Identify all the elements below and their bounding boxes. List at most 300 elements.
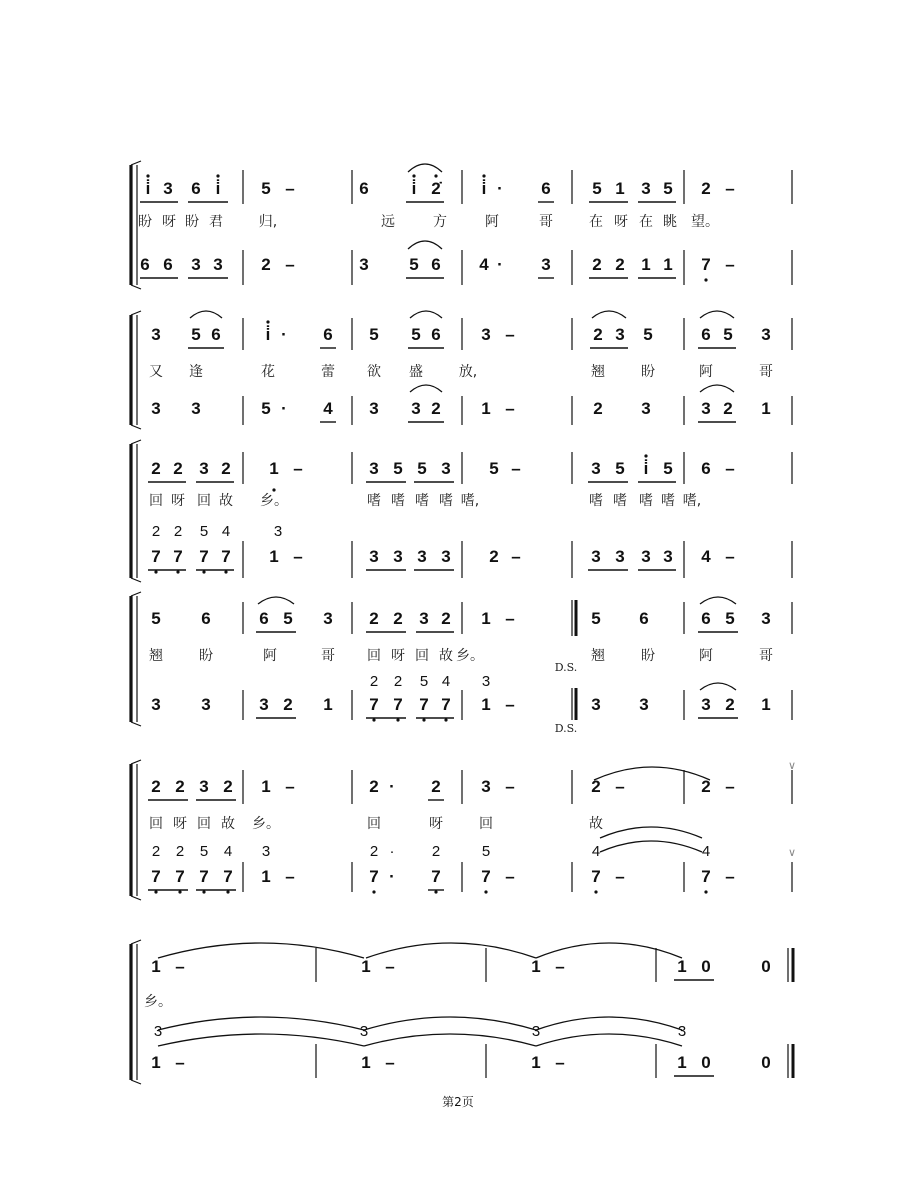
- top-note: –: [615, 777, 625, 796]
- lyric-char: 在: [639, 214, 653, 230]
- slur: [592, 311, 626, 318]
- bottom-note: –: [511, 547, 521, 566]
- bottom-note: 1: [761, 399, 771, 418]
- bottom-note: 4: [323, 399, 333, 418]
- bottom-note: 7: [173, 547, 183, 566]
- slur: [700, 683, 736, 690]
- top-note: 3: [761, 609, 771, 628]
- lyric-char: 乡。: [456, 648, 484, 664]
- bottom-note: 3: [369, 399, 379, 418]
- top-note: 3: [199, 459, 209, 478]
- top-note: 2: [441, 609, 451, 628]
- bottom-note: 3: [615, 547, 625, 566]
- bottom-note: 3: [151, 695, 161, 714]
- top-note: 2: [173, 459, 183, 478]
- lyric-char: 嗜: [661, 493, 675, 509]
- bottom-note: –: [725, 867, 735, 886]
- top-note: 6: [359, 179, 369, 198]
- low-octave-dot: [396, 718, 399, 721]
- mid-note: 2: [175, 843, 185, 860]
- top-note: –: [555, 957, 565, 976]
- bottom-note: 5: [261, 399, 271, 418]
- bottom-note: 2: [723, 399, 733, 418]
- bottom-note: –: [285, 867, 295, 886]
- top-note: 5: [643, 325, 653, 344]
- mid-note: 2: [151, 523, 161, 540]
- bottom-note: 7: [701, 255, 711, 274]
- lyric-char: 回: [197, 493, 211, 509]
- low-octave-dot: [224, 570, 227, 573]
- top-note: 3: [199, 777, 209, 796]
- slur: [366, 943, 536, 958]
- lyric-char: 呀: [429, 816, 443, 832]
- top-note: 3: [419, 609, 429, 628]
- bottom-note: 2: [261, 255, 271, 274]
- bottom-note: 3: [191, 399, 201, 418]
- bracket-hook: [131, 896, 141, 900]
- bottom-note: 7: [151, 547, 161, 566]
- top-note: 5: [283, 609, 293, 628]
- slur: [258, 597, 294, 604]
- mid-note: 4: [591, 843, 601, 860]
- mid-note: 2: [431, 843, 441, 860]
- bottom-note: 2: [283, 695, 293, 714]
- bottom-note: 3: [591, 695, 601, 714]
- bottom-note: 0: [761, 1053, 771, 1072]
- lyric-char: 阿: [485, 214, 499, 230]
- breath-mark: ∨: [787, 759, 797, 772]
- high-octave-dot: [644, 454, 647, 457]
- top-note: i̇: [481, 179, 487, 198]
- low-octave-dot: [178, 890, 181, 893]
- aug-dot: ·: [497, 179, 503, 198]
- lyric-char: 回: [149, 493, 163, 509]
- bottom-note: 7: [431, 867, 441, 886]
- bottom-note: 4: [701, 547, 711, 566]
- bottom-note: –: [505, 695, 515, 714]
- mid-note: 3: [273, 523, 283, 540]
- top-note: 6: [701, 609, 711, 628]
- top-note: 5: [615, 459, 625, 478]
- lyric-char: 嗜: [391, 493, 405, 509]
- bottom-note: 7: [221, 547, 231, 566]
- top-note: 5: [489, 459, 499, 478]
- top-note: 1: [361, 957, 371, 976]
- lyric-char: 阿: [699, 648, 713, 664]
- lyric-char: 盼: [185, 214, 199, 230]
- mid-note: 5: [419, 673, 429, 690]
- lyric-char: 翘: [591, 648, 605, 664]
- bottom-note: 3: [213, 255, 223, 274]
- top-note: 1: [151, 957, 161, 976]
- lyric-char: 呀: [614, 214, 628, 230]
- lyric-char: 方: [433, 214, 447, 230]
- top-note: –: [505, 325, 515, 344]
- bottom-note: 3: [701, 399, 711, 418]
- slur: [700, 597, 736, 604]
- top-note: 2: [431, 777, 441, 796]
- bottom-note: –: [175, 1053, 185, 1072]
- top-note: 5: [369, 325, 379, 344]
- top-note: –: [505, 609, 515, 628]
- top-note: 6: [701, 325, 711, 344]
- lyric-char: 嗜,: [682, 493, 702, 509]
- bottom-note: –: [555, 1053, 565, 1072]
- bottom-note: 2: [593, 399, 603, 418]
- lyric-char: 盼: [138, 214, 152, 230]
- lyric-char: 乡。: [260, 493, 288, 509]
- bottom-note: 3: [191, 255, 201, 274]
- lyric-char: 嗜: [415, 493, 429, 509]
- top-note: i̇: [643, 459, 649, 478]
- bracket-hook: [131, 760, 141, 764]
- top-note: 6: [541, 179, 551, 198]
- top-note: 5: [723, 325, 733, 344]
- top-note: 1: [269, 459, 279, 478]
- bottom-note: 1: [361, 1053, 371, 1072]
- mid-note: 3: [531, 1023, 541, 1040]
- top-note: 2: [591, 777, 601, 796]
- mid-note: 4: [223, 843, 233, 860]
- bottom-note: 7: [223, 867, 233, 886]
- top-note: 1: [261, 777, 271, 796]
- low-octave-dot: [594, 890, 597, 893]
- lyric-char: 阿: [263, 648, 277, 664]
- bottom-note: 3: [201, 695, 211, 714]
- bottom-note: 1: [663, 255, 673, 274]
- top-note: 1: [531, 957, 541, 976]
- lyric-char: 远: [381, 214, 395, 230]
- bottom-note: 0: [701, 1053, 711, 1072]
- bottom-note: 3: [701, 695, 711, 714]
- top-note: 3: [441, 459, 451, 478]
- bottom-note: 3: [151, 399, 161, 418]
- bottom-note: 1: [323, 695, 333, 714]
- lyric-char: 嗜: [367, 493, 381, 509]
- mid-note: 2: [173, 523, 183, 540]
- lyric-char: 回: [149, 816, 163, 832]
- bottom-note: –: [725, 255, 735, 274]
- lyric-char: 阿: [699, 364, 713, 380]
- lyric-char: 乡。: [144, 994, 172, 1010]
- bottom-note: 7: [175, 867, 185, 886]
- top-note: 3: [761, 325, 771, 344]
- low-octave-dot: [154, 890, 157, 893]
- bottom-note: 3: [259, 695, 269, 714]
- lyric-char: 盼: [199, 648, 213, 664]
- slur: [158, 1017, 364, 1030]
- bottom-note: 5: [409, 255, 419, 274]
- mid-note: 4: [441, 673, 451, 690]
- lyric-char: 翘: [149, 648, 163, 664]
- lyric-char: 又: [149, 364, 163, 380]
- top-note: i̇: [265, 325, 271, 344]
- top-note: –: [385, 957, 395, 976]
- ds-mark: D.S.: [554, 722, 578, 735]
- bracket-hook: [131, 161, 141, 165]
- lyric-char: 嗜,: [460, 493, 480, 509]
- mid-note: 3: [677, 1023, 687, 1040]
- top-note: 0: [701, 957, 711, 976]
- slur: [364, 1017, 536, 1030]
- bracket-hook: [131, 722, 141, 726]
- low-octave-dot: [202, 890, 205, 893]
- slur: [410, 311, 442, 318]
- top-note: 5: [591, 609, 601, 628]
- bottom-note: 7: [199, 867, 209, 886]
- bottom-note: 7: [369, 867, 379, 886]
- bracket-hook: [131, 440, 141, 444]
- mid-note: 5: [199, 843, 209, 860]
- bottom-note: –: [725, 547, 735, 566]
- bottom-note: 4: [479, 255, 489, 274]
- lyric-char: 哥: [759, 648, 773, 664]
- top-note: 3: [369, 459, 379, 478]
- lyric-char: 嗜: [589, 493, 603, 509]
- top-note: 6: [701, 459, 711, 478]
- mid-note: 2: [151, 843, 161, 860]
- bottom-note: 7: [151, 867, 161, 886]
- slur: [190, 311, 222, 318]
- high-octave-dot: [482, 174, 485, 177]
- top-note: 5: [151, 609, 161, 628]
- bottom-note: 7: [369, 695, 379, 714]
- lyric-char: 放,: [458, 364, 478, 380]
- bottom-note: 3: [639, 695, 649, 714]
- slur: [536, 943, 682, 958]
- top-note: 2: [151, 459, 161, 478]
- low-octave-dot: [226, 890, 229, 893]
- top-note: 3: [591, 459, 601, 478]
- bottom-note: 6: [163, 255, 173, 274]
- top-note: –: [505, 777, 515, 796]
- mid-note: 3: [481, 673, 491, 690]
- top-note: 5: [261, 179, 271, 198]
- lyric-char: 呀: [162, 214, 176, 230]
- lyric-char: 回: [415, 648, 429, 664]
- top-note: 2: [593, 325, 603, 344]
- slur: [600, 827, 702, 838]
- bracket-hook: [131, 425, 141, 429]
- bottom-note: 3: [411, 399, 421, 418]
- lyric-char: 回: [367, 648, 381, 664]
- high-octave-dot: [412, 174, 415, 177]
- top-note: i̇: [215, 179, 221, 198]
- lyric-char: 哥: [321, 648, 335, 664]
- mid-note: 2: [393, 673, 403, 690]
- high-octave-dot: [146, 174, 149, 177]
- mid-note: 5: [481, 843, 491, 860]
- top-note: 2̇: [431, 179, 441, 198]
- top-note: 2: [221, 459, 231, 478]
- top-note: 1: [677, 957, 687, 976]
- low-octave-dot: [704, 278, 707, 281]
- bottom-note: 3: [591, 547, 601, 566]
- top-note: ·: [389, 777, 395, 796]
- mid-note: 2: [369, 843, 379, 860]
- lyric-char: 回: [197, 816, 211, 832]
- lyric-char: 回: [367, 816, 381, 832]
- top-note: 1: [481, 609, 491, 628]
- bottom-note: 2: [725, 695, 735, 714]
- bottom-note: 1: [677, 1053, 687, 1072]
- lyric-char: 嗜: [639, 493, 653, 509]
- top-note: 3: [163, 179, 173, 198]
- top-note: 5: [663, 459, 673, 478]
- top-note: –: [725, 459, 735, 478]
- low-octave-dot: [372, 718, 375, 721]
- bottom-note: 3: [641, 399, 651, 418]
- bracket-hook: [131, 285, 141, 289]
- bottom-note: 3: [359, 255, 369, 274]
- bracket-hook: [131, 578, 141, 582]
- mid-note: 3: [153, 1023, 163, 1040]
- low-octave-dot: [422, 718, 425, 721]
- top-note: i̇: [411, 179, 417, 198]
- lyric-char: 盛: [409, 364, 423, 380]
- bottom-note: –: [615, 867, 625, 886]
- lyric-char: 君: [209, 214, 223, 230]
- slur: [158, 1034, 364, 1046]
- top-note: 3: [641, 179, 651, 198]
- mid-note: 3: [261, 843, 271, 860]
- top-note: –: [285, 179, 295, 198]
- top-note: 5: [411, 325, 421, 344]
- bracket-hook: [131, 592, 141, 596]
- mid-note: ·: [389, 843, 395, 860]
- bottom-note: 1: [481, 399, 491, 418]
- top-note: 5: [725, 609, 735, 628]
- bottom-note: 6: [431, 255, 441, 274]
- low-octave-dot: [272, 488, 275, 491]
- mid-note: 2: [369, 673, 379, 690]
- lyric-char: 哥: [539, 214, 553, 230]
- slur: [536, 1034, 682, 1046]
- bottom-note: 1: [151, 1053, 161, 1072]
- lyric-char: 望。: [691, 214, 719, 230]
- low-octave-dot: [154, 570, 157, 573]
- top-note: –: [285, 777, 295, 796]
- low-octave-dot: [704, 890, 707, 893]
- bottom-note: ·: [497, 255, 503, 274]
- slur: [410, 385, 442, 392]
- page-number: 第2页: [442, 1095, 474, 1109]
- bottom-note: 1: [531, 1053, 541, 1072]
- top-note: –: [725, 777, 735, 796]
- bottom-note: 3: [393, 547, 403, 566]
- bottom-note: 3: [441, 547, 451, 566]
- bottom-note: –: [385, 1053, 395, 1072]
- slur: [408, 241, 442, 249]
- bottom-note: 7: [441, 695, 451, 714]
- top-note: 2: [701, 777, 711, 796]
- bracket-hook: [131, 311, 141, 315]
- bottom-note: 1: [761, 695, 771, 714]
- top-note: 1: [615, 179, 625, 198]
- breath-mark: ∨: [787, 846, 797, 859]
- bottom-note: 3: [417, 547, 427, 566]
- bottom-note: –: [505, 399, 515, 418]
- top-note: 6: [323, 325, 333, 344]
- lyric-char: 盼: [641, 364, 655, 380]
- low-octave-dot: [434, 890, 437, 893]
- lyric-char: 蕾: [321, 364, 335, 380]
- bottom-note: 1: [481, 695, 491, 714]
- mid-note: 4: [701, 843, 711, 860]
- low-octave-dot: [484, 890, 487, 893]
- lyric-char: 哥: [759, 364, 773, 380]
- slur: [700, 385, 734, 392]
- bottom-note: –: [285, 255, 295, 274]
- top-note: 5: [191, 325, 201, 344]
- mid-note: 3: [359, 1023, 369, 1040]
- bracket-hook: [131, 1080, 141, 1084]
- top-note: 3: [151, 325, 161, 344]
- top-note: 5: [592, 179, 602, 198]
- bottom-note: 7: [701, 867, 711, 886]
- mid-note: 4: [221, 523, 231, 540]
- slur: [594, 767, 710, 780]
- low-octave-dot: [444, 718, 447, 721]
- bottom-note: 3: [663, 547, 673, 566]
- bottom-note: 1: [269, 547, 279, 566]
- bottom-note: –: [505, 867, 515, 886]
- top-note: 2: [701, 179, 711, 198]
- lyric-char: 归,: [258, 214, 278, 230]
- high-octave-dot: [266, 320, 269, 323]
- slur: [600, 841, 702, 852]
- mid-note: 5: [199, 523, 209, 540]
- slur: [158, 943, 364, 958]
- lyric-char: 呀: [171, 493, 185, 509]
- bottom-note: 2: [489, 547, 499, 566]
- top-note: –: [511, 459, 521, 478]
- bottom-note: 6: [140, 255, 150, 274]
- top-note: 6: [259, 609, 269, 628]
- bottom-note: 7: [199, 547, 209, 566]
- bottom-note: 7: [591, 867, 601, 886]
- bottom-note: 3: [541, 255, 551, 274]
- lyric-char: 逢: [189, 364, 203, 380]
- bracket-hook: [131, 940, 141, 944]
- bottom-note: 7: [481, 867, 491, 886]
- top-note: ·: [281, 325, 287, 344]
- top-note: –: [725, 179, 735, 198]
- top-note: 3: [323, 609, 333, 628]
- slur: [408, 164, 442, 172]
- top-note: 3: [481, 325, 491, 344]
- lyric-char: 故: [439, 648, 453, 664]
- lyric-char: 在: [589, 214, 603, 230]
- bottom-note: 2: [431, 399, 441, 418]
- bottom-note: 1: [641, 255, 651, 274]
- top-note: 2: [369, 609, 379, 628]
- top-note: 5: [417, 459, 427, 478]
- top-note: 6: [191, 179, 201, 198]
- lyric-char: 回: [479, 816, 493, 832]
- lyric-char: 盼: [641, 648, 655, 664]
- lyric-char: 呀: [391, 648, 405, 664]
- top-note: 6: [431, 325, 441, 344]
- bottom-note: 1: [261, 867, 271, 886]
- lyric-char: 故: [589, 816, 603, 832]
- top-note: 5: [663, 179, 673, 198]
- low-octave-dot: [176, 570, 179, 573]
- bottom-note: 7: [419, 695, 429, 714]
- top-note: 5: [393, 459, 403, 478]
- top-note: –: [175, 957, 185, 976]
- bottom-note: 3: [641, 547, 651, 566]
